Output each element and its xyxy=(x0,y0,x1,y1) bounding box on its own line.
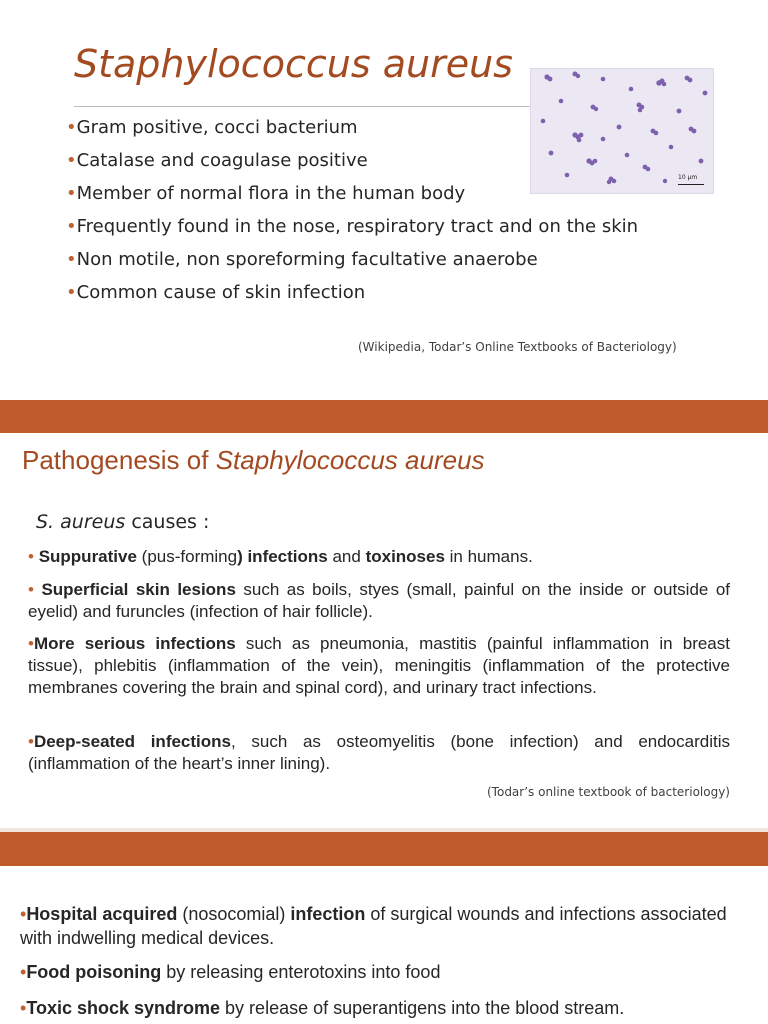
bullet-marker: • xyxy=(20,962,27,982)
text: (pus-forming xyxy=(136,547,238,566)
scale-label: 10 µm xyxy=(678,174,698,181)
bullet-marker: • xyxy=(66,216,77,237)
bullet-marker: • xyxy=(66,249,77,270)
bold-text: Food poisoning xyxy=(26,962,162,982)
bullet-item xyxy=(28,731,730,775)
title-italic: Staphylococcus aureus xyxy=(215,445,485,475)
bold-text: Superficial skin lesions xyxy=(41,580,236,599)
bullet-text: Catalase and coagulase positive xyxy=(76,150,368,171)
slide-2 xyxy=(0,433,768,799)
separator-shadow xyxy=(0,828,768,832)
bullet-marker: • xyxy=(28,547,34,566)
slide-2-subtitle xyxy=(36,511,209,533)
bullet-marker: • xyxy=(66,183,77,204)
bullet-item xyxy=(28,546,730,568)
bullet-text: Common cause of skin infection xyxy=(76,282,366,303)
text: such as pneumonia, mastitis (painful inflammation in breast tissue), phlebitis (inflammation of the vein), meningitis (inflammation of the protective membranes covering the brain and spinal cord), and urinary tract infections. xyxy=(28,634,730,697)
bullet-item xyxy=(20,996,740,1020)
bullet-item xyxy=(20,960,740,984)
text: , such as osteomyelitis (bone infection) and endocarditis (inflammation of the heart’s inner lining). xyxy=(28,732,730,773)
bold-text: toxinoses xyxy=(365,547,445,566)
slide-2-citation: (Todar’s online textbook of bacteriology) xyxy=(487,785,730,799)
subtitle-rest: causes : xyxy=(125,511,210,533)
slide-3 xyxy=(0,866,768,1024)
bullet-marker: • xyxy=(28,634,34,653)
slide-1 xyxy=(0,0,768,400)
bullet-item xyxy=(66,215,638,248)
bold-text: infection xyxy=(290,904,366,924)
bold-text: Deep-seated infections xyxy=(33,732,231,751)
title-plain: Pathogenesis of xyxy=(22,445,216,475)
bold-text: ) infections xyxy=(237,547,328,566)
bullet-marker: • xyxy=(20,904,27,924)
bold-text: Hospital acquired xyxy=(26,904,178,924)
subtitle-italic: S. aureus xyxy=(36,511,126,533)
bullet-item xyxy=(20,902,740,950)
bullet-text: Gram positive, cocci bacterium xyxy=(76,117,358,138)
bullet-text: Member of normal flora in the human body xyxy=(76,183,466,204)
bullet-text: Frequently found in the nose, respiratory tract and on the skin xyxy=(76,216,639,237)
text: by release of superantigens into the blood stream. xyxy=(220,998,625,1018)
bullet-item xyxy=(28,579,730,623)
bullet-item xyxy=(66,281,638,314)
slide-separator xyxy=(0,400,768,433)
text: (nosocomial) xyxy=(177,904,291,924)
bullet-item xyxy=(28,633,730,699)
bold-text: Toxic shock syndrome xyxy=(26,998,221,1018)
text: such as boils, styes (small, painful on the inside or outside of eyelid) and furuncles (infection of hair follicle). xyxy=(28,580,731,621)
bullet-marker: • xyxy=(28,580,34,599)
bold-text: More serious infections xyxy=(33,634,236,653)
title-underline xyxy=(74,106,530,107)
text: by releasing enterotoxins into food xyxy=(161,962,441,982)
bullet-text: Non motile, non sporeforming facultative anaerobe xyxy=(76,249,538,270)
slide-1-title: Staphylococcus aureus xyxy=(74,42,513,86)
slide-2-title xyxy=(22,445,485,476)
bullet-marker: • xyxy=(66,117,77,138)
bold-text: Suppurative xyxy=(38,547,137,566)
bullet-marker: • xyxy=(66,282,77,303)
text: in humans. xyxy=(444,547,533,566)
bullet-marker: • xyxy=(28,732,34,751)
slide-1-citation: (Wikipedia, Todar’s Online Textbooks of Bacteriology) xyxy=(358,340,677,354)
bullet-item xyxy=(66,248,638,281)
bullet-marker: • xyxy=(66,150,77,171)
text: and xyxy=(327,547,366,566)
bullet-marker: • xyxy=(20,998,27,1018)
text: of surgical wounds and infections associated with indwelling medical devices. xyxy=(20,904,727,948)
slide-separator xyxy=(0,832,768,866)
